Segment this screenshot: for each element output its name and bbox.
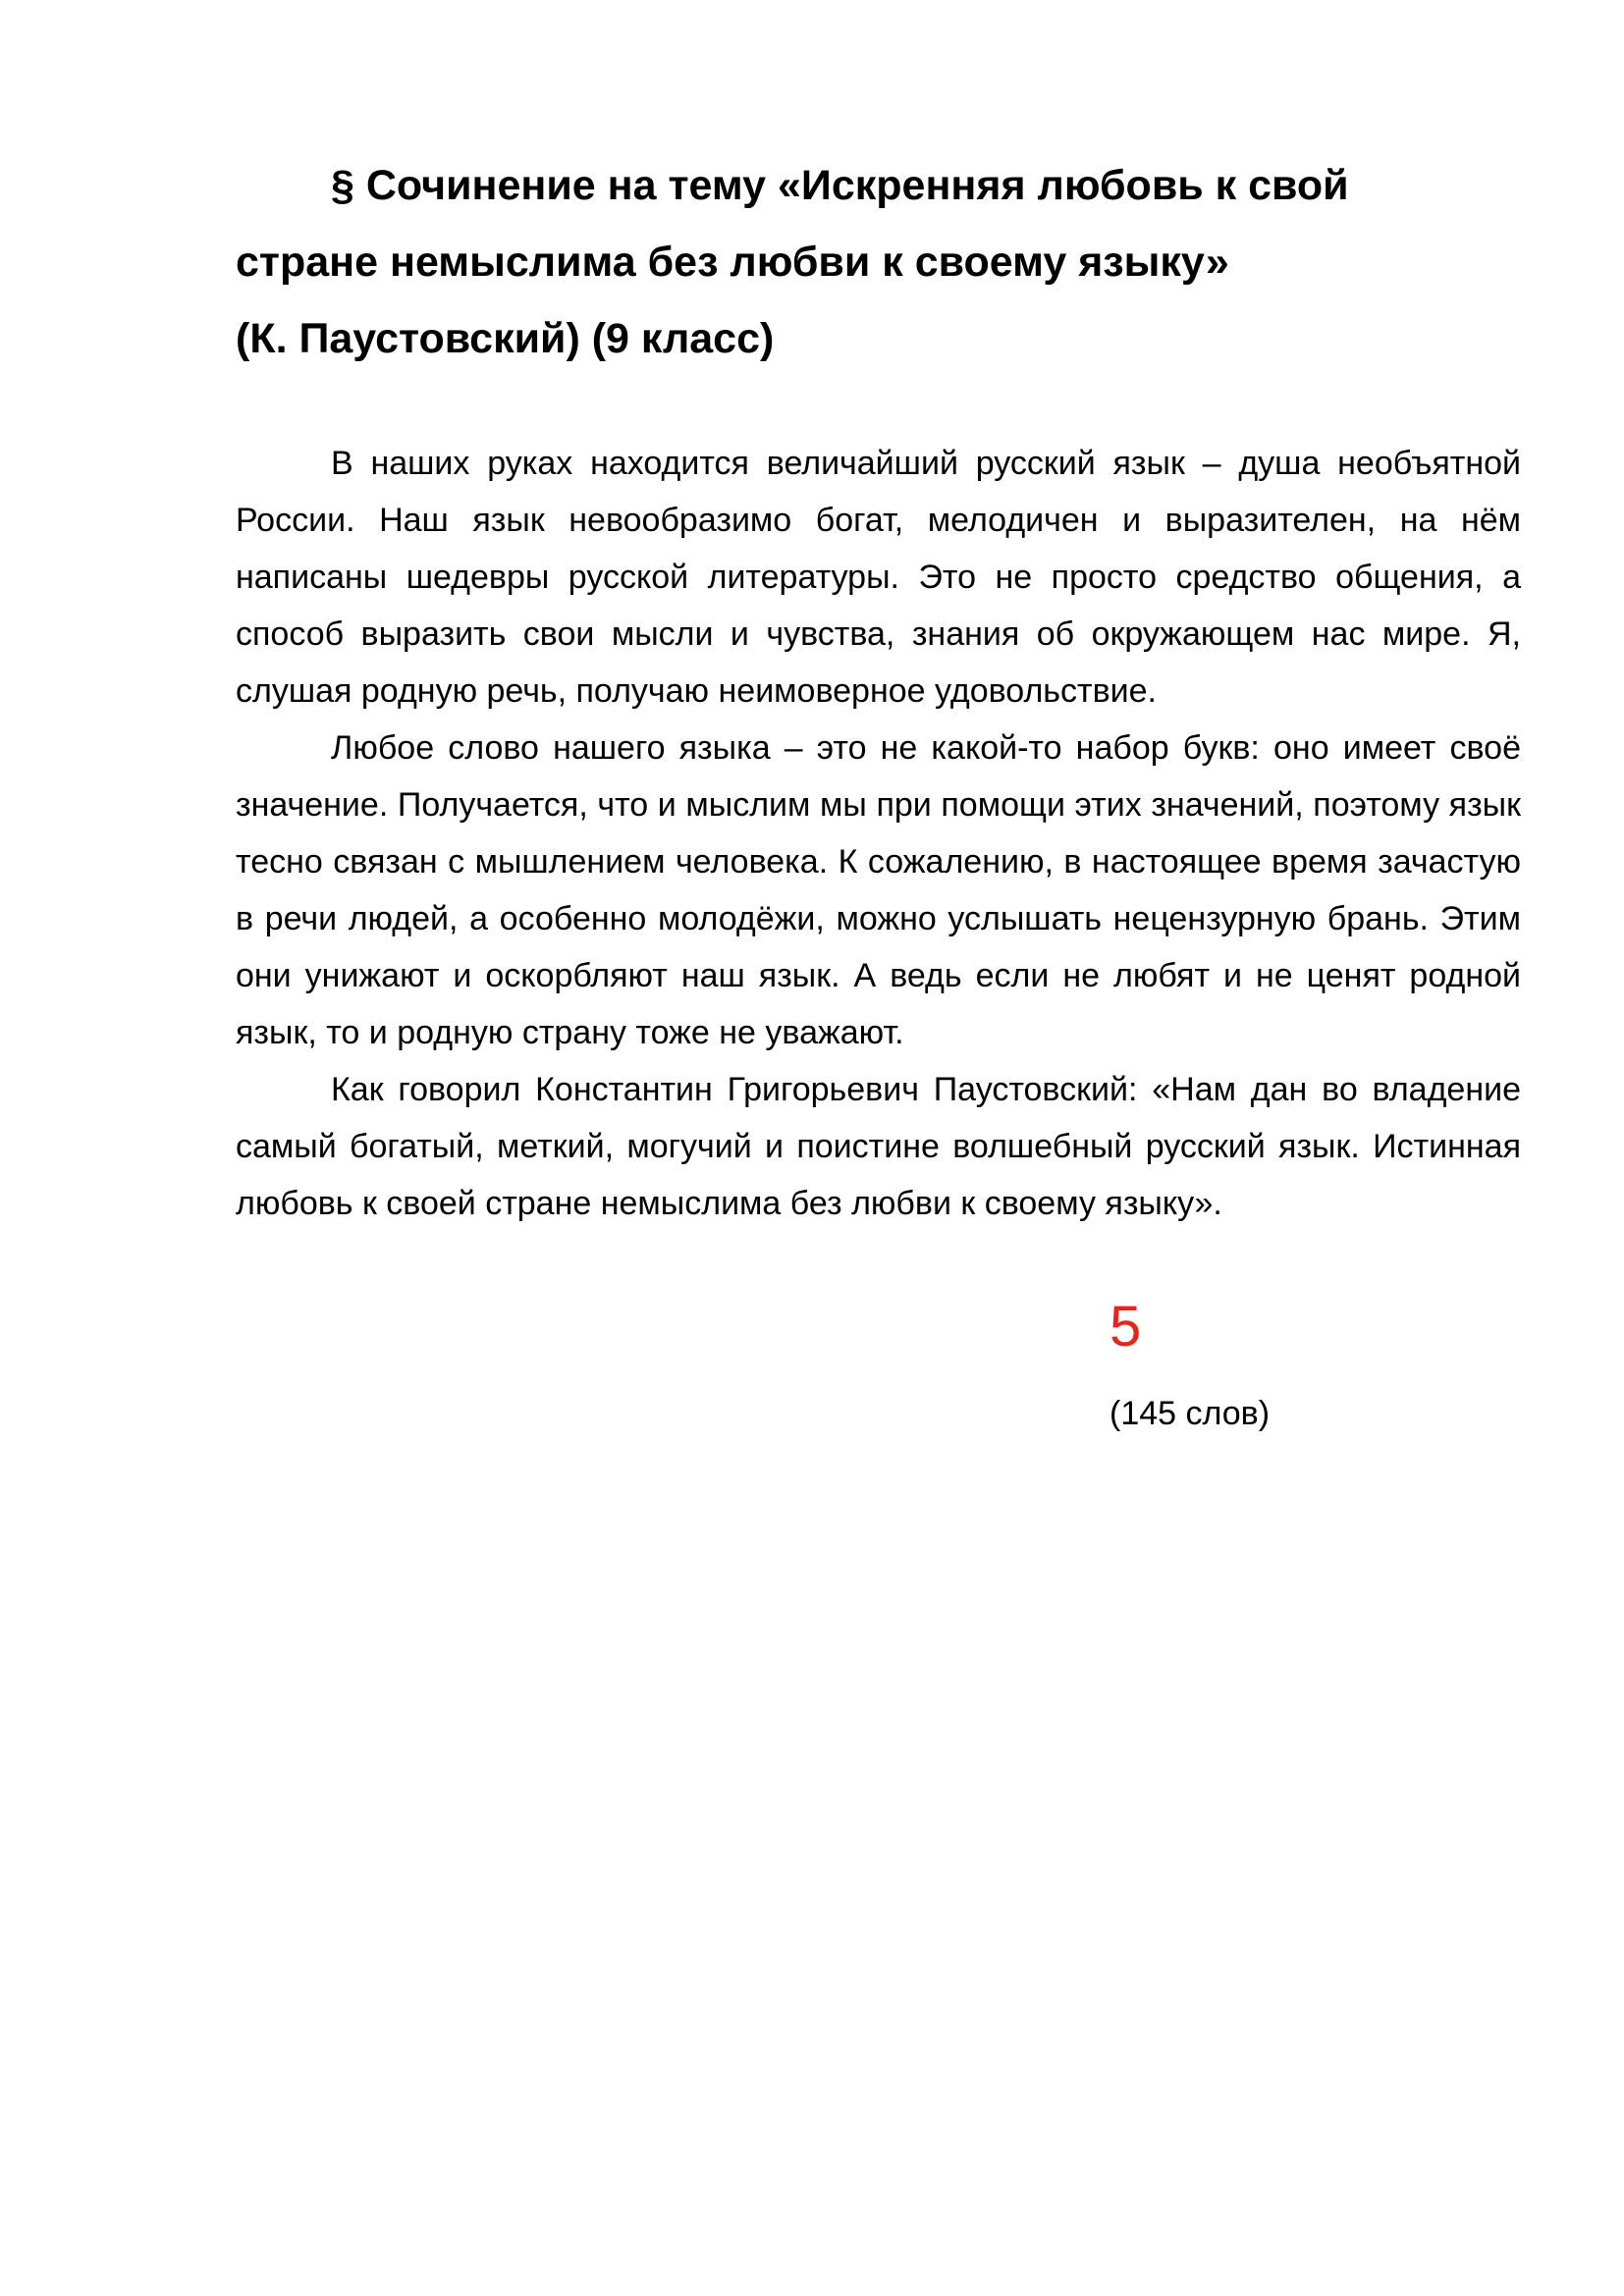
essay-paragraph: Как говорил Константин Григорьевич Паустовский: «Нам дан во владение самый богатый, меткий, могучий и поистине волшебный русский язык. Истинная любовь к своей стране немыслима без любви к своему языку». [236, 1071, 1521, 1222]
essay-paragraph: В наших руках находится величайший русский язык – душа необъятной России. Наш язык невообразимо богат, мелодичен и выразителен, на нём написаны шедевры русской литературы. Это не просто средство общения, а способ выразить свои мысли и чувства, знания об окружающем нас мире. Я, слушая родную речь, получаю неимоверное удовольствие. [236, 445, 1521, 710]
grade-mark: 5 [1110, 1295, 1142, 1359]
essay-body [236, 435, 1521, 1232]
essay-title [236, 147, 1532, 377]
title-line: (К. Паустовский) (9 класс) [236, 315, 775, 362]
title-line: § Сочинение на тему «Искренняя любовь к свой [331, 162, 1349, 209]
word-count: (145 слов) [1110, 1395, 1271, 1432]
title-line: стране немыслима без любви к своему языку» [236, 239, 1229, 286]
essay-paragraph: Любое слово нашего языка – это не какой-то набор букв: оно имеет своё значение. Получается, что и мыслим мы при помощи этих значений, поэтому язык тесно связан с мышлением человека. К сожалению, в настоящее время зачастую в речи людей, а особенно молодёжи, можно услышать нецензурную брань. Этим они унижают и оскорбляют наш язык. А ведь если не любят и не ценят родной язык, то и родную страну тоже не уважают. [236, 729, 1521, 1051]
